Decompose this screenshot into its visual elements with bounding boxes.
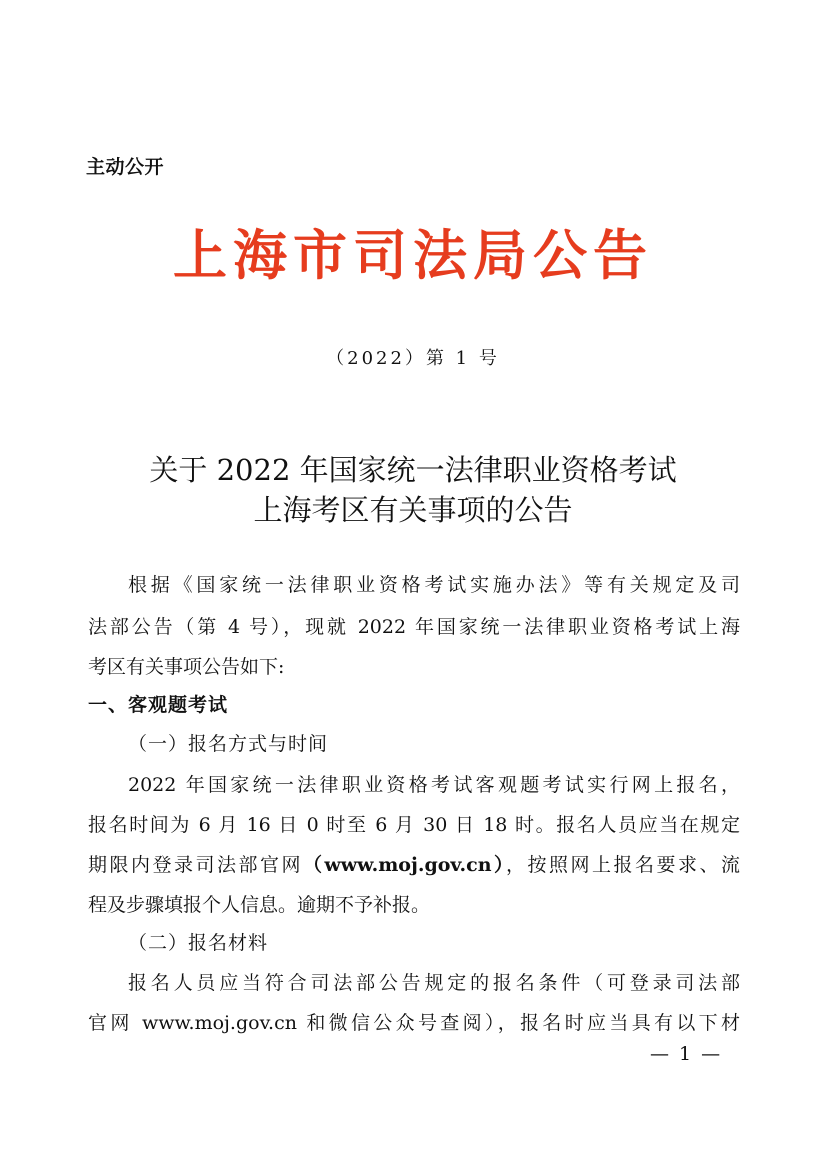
paragraph-1-line-3-text-a: 期限内登录司法部官网 <box>88 854 303 876</box>
paragraph-1-line-1: 2022 年国家统一法律职业资格考试客观题考试实行网上报名， <box>128 774 740 796</box>
disclosure-label: 主动公开 <box>86 156 165 178</box>
notice-title-line-2: 上海考区有关事项的公告 <box>253 493 573 527</box>
intro-line-3: 考区有关事项公告如下: <box>88 656 285 678</box>
paragraph-1-line-3 <box>88 850 740 877</box>
paragraph-2-line-2: 官网 www.moj.gov.cn 和微信公众号查阅），报名时应当具有以下材 <box>88 1012 740 1034</box>
paragraph-1-line-2: 报名时间为 6 月 16 日 0 时至 6 月 30 日 18 时。报名人员应当在规定 <box>88 814 740 836</box>
document-number: （2022）第 1 号 <box>326 348 500 369</box>
intro-line-2: 法部公告（第 4 号），现就 2022 年国家统一法律职业资格考试上海 <box>88 616 740 638</box>
masthead-title: 上海市司法局公告 <box>173 223 653 287</box>
subsection-heading-registration-materials: （二）报名材料 <box>128 932 269 954</box>
page-number: — 1 — <box>650 1043 723 1065</box>
paragraph-1-line-3-text-b: ，按照网上报名要求、流 <box>506 854 740 876</box>
intro-line-1: 根据《国家统一法律职业资格考试实施办法》等有关规定及司 <box>128 574 740 596</box>
moj-website-link[interactable]: （www.moj.gov.cn） <box>302 854 507 876</box>
paragraph-2-line-1: 报名人员应当符合司法部公告规定的报名条件（可登录司法部 <box>128 972 740 994</box>
section-heading-objective-exam: 一、客观题考试 <box>88 694 229 716</box>
subsection-heading-registration-method: （一）报名方式与时间 <box>128 733 329 755</box>
paragraph-1-line-4: 程及步骤填报个人信息。逾期不予补报。 <box>88 894 431 916</box>
notice-title-line-1: 关于 2022 年国家统一法律职业资格考试 <box>149 453 677 487</box>
